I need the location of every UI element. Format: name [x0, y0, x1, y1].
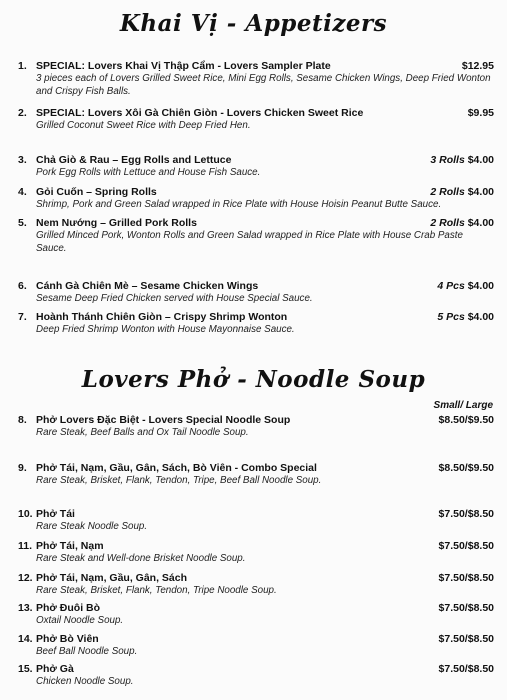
item-price: $4.00 — [467, 217, 494, 229]
item-price-group — [433, 414, 494, 427]
menu-item — [18, 508, 494, 534]
item-price-group — [424, 217, 494, 230]
menu-item — [18, 633, 494, 659]
item-description: 3 pieces each of Lovers Grilled Sweet Rice, Mini Egg Rolls, Sesame Chicken Wings, Deep Fried Wonton and Crispy Fish Balls. — [36, 73, 491, 97]
menu-item — [18, 462, 494, 488]
menu-item-line — [18, 154, 494, 167]
item-price: $8.50/$9.50 — [438, 462, 494, 474]
item-price-group — [431, 280, 494, 293]
item-price: $4.00 — [467, 154, 494, 166]
item-price-group — [424, 186, 494, 199]
item-price: $4.00 — [467, 311, 494, 323]
item-quantity: 2 Rolls — [430, 186, 465, 198]
item-description: Rare Steak Noodle Soup. — [36, 521, 148, 532]
menu-item — [18, 311, 494, 337]
item-price: $7.50/$8.50 — [438, 508, 494, 520]
item-number: 2. — [18, 107, 27, 119]
item-quantity: 4 Pcs — [437, 280, 465, 292]
item-description: Pork Egg Rolls with Lettuce and House Fish Sauce. — [36, 167, 261, 178]
item-quantity: 5 Pcs — [437, 311, 465, 323]
item-price-group — [433, 663, 494, 676]
item-price: $7.50/$8.50 — [438, 602, 494, 614]
item-price: $4.00 — [467, 280, 494, 292]
item-name: Cánh Gà Chiên Mè – Sesame Chicken Wings — [36, 280, 259, 292]
item-number: 15. — [18, 663, 33, 675]
menu-item-line — [18, 633, 494, 646]
noodle-soup-title: Lovers Phở - Noodle Soup — [81, 366, 426, 393]
item-number: 7. — [18, 311, 27, 323]
item-name: Phở Tái, Nạm, Gầu, Gân, Sách — [36, 572, 188, 584]
menu-item-line — [18, 508, 494, 521]
item-price-group — [433, 633, 494, 646]
item-name: Gỏi Cuốn – Spring Rolls — [36, 186, 157, 198]
item-name: Phở Lovers Đặc Biệt - Lovers Special Noodle Soup — [36, 414, 291, 426]
item-number: 1. — [18, 60, 27, 72]
item-number: 12. — [18, 572, 33, 584]
item-number: 6. — [18, 280, 27, 292]
item-number: 9. — [18, 462, 27, 474]
item-price: $12.95 — [461, 60, 494, 72]
menu-item-line — [18, 311, 494, 324]
item-price-group — [433, 572, 494, 585]
menu-item-line — [18, 60, 494, 73]
item-name: Chả Giò & Rau – Egg Rolls and Lettuce — [36, 154, 232, 166]
menu-item — [18, 280, 494, 306]
item-name: SPECIAL: Lovers Xôi Gà Chiên Giòn - Lovers Chicken Sweet Rice — [36, 107, 364, 119]
item-price-group — [431, 311, 494, 324]
menu-item-line — [18, 414, 494, 427]
item-price-group — [433, 602, 494, 615]
menu-item — [18, 572, 494, 598]
item-price: $7.50/$8.50 — [438, 633, 494, 645]
item-price-group — [433, 540, 494, 553]
item-price: $4.00 — [467, 186, 494, 198]
item-name: Phở Đuôi Bò — [36, 602, 101, 614]
item-name: Phở Tái, Nạm — [36, 540, 104, 552]
size-header: Small/ Large — [433, 400, 493, 411]
item-description: Oxtail Noodle Soup. — [36, 615, 124, 626]
item-number: 11. — [18, 540, 33, 552]
item-price: $7.50/$8.50 — [438, 540, 494, 552]
item-price-group — [433, 508, 494, 521]
menu-item-line — [18, 602, 494, 615]
item-quantity: 3 Rolls — [430, 154, 465, 166]
menu-item — [18, 414, 494, 440]
item-number: 14. — [18, 633, 33, 645]
item-number: 13. — [18, 602, 33, 614]
item-description: Beef Ball Noodle Soup. — [36, 646, 138, 657]
menu-item-line — [18, 663, 494, 676]
item-number: 5. — [18, 217, 27, 229]
item-number: 3. — [18, 154, 27, 166]
item-name: SPECIAL: Lovers Khai Vị Thập Cẩm - Lovers Sampler Plate — [36, 60, 331, 72]
menu-item-line — [18, 186, 494, 199]
menu-item — [18, 217, 494, 255]
item-price-group — [433, 462, 494, 475]
menu-item — [18, 107, 494, 133]
menu-item-line — [18, 280, 494, 293]
menu-item-line — [18, 572, 494, 585]
menu-item-line — [18, 107, 494, 120]
item-price: $7.50/$8.50 — [438, 572, 494, 584]
item-description: Rare Steak and Well-done Brisket Noodle Soup. — [36, 553, 246, 564]
item-price-group — [424, 154, 494, 167]
item-name: Phở Tái, Nạm, Gầu, Gân, Sách, Bò Viên - Combo Special — [36, 462, 317, 474]
menu-item-line — [18, 462, 494, 475]
item-price-group — [456, 60, 494, 73]
item-description: Chicken Noodle Soup. — [36, 676, 134, 687]
item-number: 8. — [18, 414, 27, 426]
item-description: Grilled Coconut Sweet Rice with Deep Fried Hen. — [36, 120, 251, 131]
item-number: 4. — [18, 186, 27, 198]
menu-item — [18, 186, 494, 212]
menu-item — [18, 154, 494, 180]
item-description: Rare Steak, Brisket, Flank, Tendon, Tripe Noodle Soup. — [36, 585, 277, 596]
item-description: Sesame Deep Fried Chicken served with House Special Sauce. — [36, 293, 313, 304]
menu-item-line — [18, 217, 494, 230]
menu-item — [18, 540, 494, 566]
item-description: Grilled Minced Pork, Wonton Rolls and Green Salad wrapped in Rice Plate with House Crab Paste Sauce. — [36, 230, 463, 254]
menu-item — [18, 60, 494, 98]
item-price: $7.50/$8.50 — [438, 663, 494, 675]
item-number: 10. — [18, 508, 33, 520]
item-price: $9.95 — [467, 107, 494, 119]
item-name: Nem Nướng – Grilled Pork Rolls — [36, 217, 197, 229]
menu-item-line — [18, 540, 494, 553]
item-name: Phở Tái — [36, 508, 75, 520]
item-name: Phở Bò Viên — [36, 633, 99, 645]
item-name: Phở Gà — [36, 663, 74, 675]
item-description: Rare Steak, Beef Balls and Ox Tail Noodle Soup. — [36, 427, 249, 438]
item-price-group — [462, 107, 494, 120]
item-name: Hoành Thánh Chiên Giòn – Crispy Shrimp Wonton — [36, 311, 288, 323]
appetizers-title: Khai Vị - Appetizers — [119, 10, 388, 37]
menu-item — [18, 602, 494, 628]
item-description: Shrimp, Pork and Green Salad wrapped in Rice Plate with House Hoisin Peanut Butte Sauce. — [36, 199, 442, 210]
item-price: $8.50/$9.50 — [438, 414, 494, 426]
item-description: Deep Fried Shrimp Wonton with House Mayonnaise Sauce. — [36, 324, 295, 335]
item-description: Rare Steak, Brisket, Flank, Tendon, Tripe, Beef Ball Noodle Soup. — [36, 475, 322, 486]
item-quantity: 2 Rolls — [430, 217, 465, 229]
menu-item — [18, 663, 494, 689]
